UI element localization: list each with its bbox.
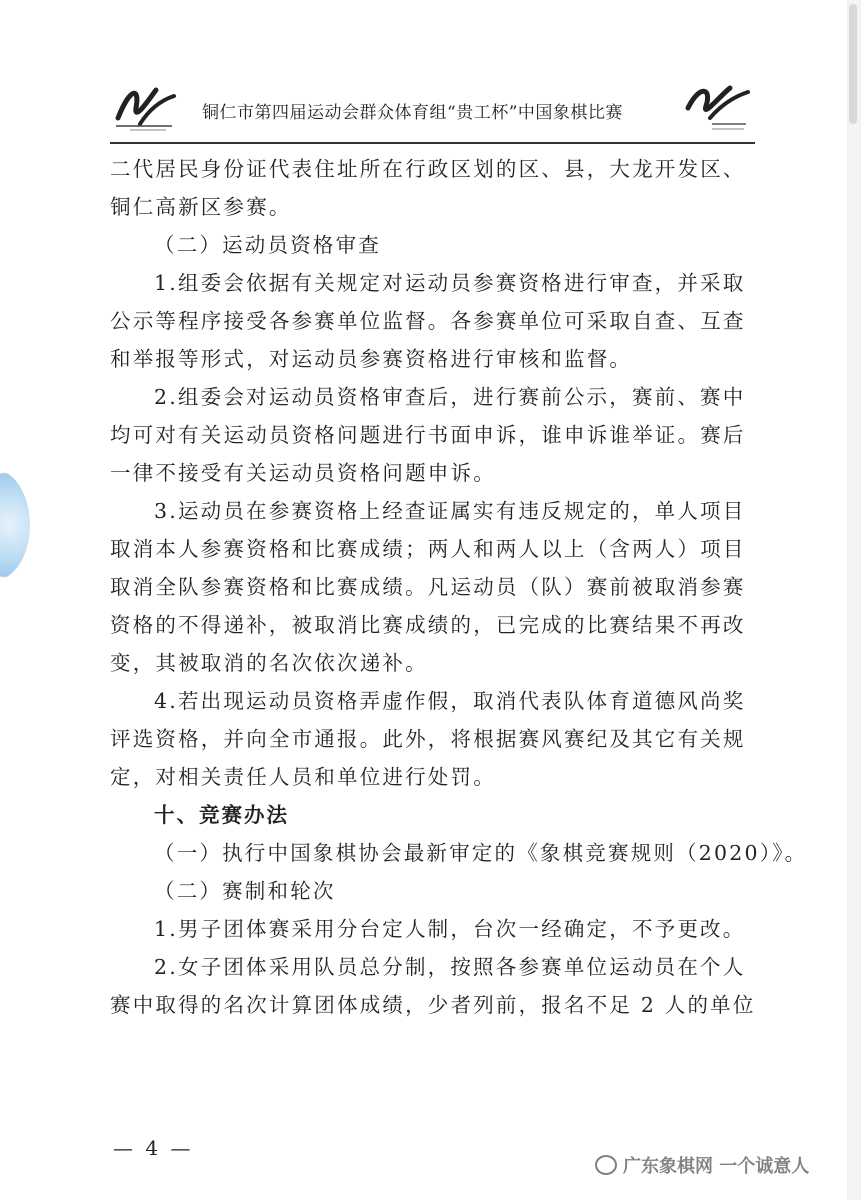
scrollbar-thumb[interactable] — [849, 4, 857, 124]
body-line: 取消本人参赛资格和比赛成绩；两人和两人以上（含两人）项目 — [110, 537, 746, 561]
watermark-text: 广东象棋网 一个诚意人 — [623, 1156, 810, 1177]
body-line: 公示等程序接受各参赛单位监督。各参赛单位可采取自查、互查 — [110, 309, 746, 333]
body-line: 2.组委会对运动员资格审查后，进行赛前公示，赛前、赛中 — [154, 385, 746, 409]
page-number: — 4 — — [113, 1136, 194, 1160]
body-line: （一）执行中国象棋协会最新审定的《象棋竞赛规则（2020）》。 — [154, 841, 808, 865]
document-header — [110, 78, 760, 140]
body-line: 二代居民身份证代表住址所在行政区划的区、县，大龙开发区、 — [110, 157, 746, 181]
body-line: 和举报等形式，对运动员参赛资格进行审核和监督。 — [110, 347, 633, 371]
body-line: （二）运动员资格审查 — [154, 233, 381, 257]
body-line: 4.若出现运动员资格弄虚作假，取消代表队体育道德风尚奖 — [154, 689, 746, 713]
scrollbar-track[interactable] — [847, 0, 861, 1200]
body-line: 评选资格，并向全市通报。此外，将根据赛风赛纪及其它有关规 — [110, 727, 746, 751]
floating-assistant-icon[interactable] — [0, 470, 30, 580]
body-line: 一律不接受有关运动员资格问题申诉。 — [110, 461, 496, 485]
body-line: 资格的不得递补，被取消比赛成绩的，已完成的比赛结果不再改 — [110, 613, 746, 637]
body-line: 均可对有关运动员资格问题进行书面申诉，谁申诉谁举证。赛后 — [110, 423, 746, 447]
watermark — [595, 1150, 809, 1180]
header-title: 铜仁市第四届运动会群众体育组“贵工杯”中国象棋比赛 — [202, 103, 623, 123]
body-line: 变，其被取消的名次依次递补。 — [110, 651, 428, 675]
body-line: 3.运动员在参赛资格上经查证属实有违反规定的，单人项目 — [154, 499, 746, 523]
body-line: 1.组委会依据有关规定对运动员参赛资格进行审查，并采取 — [154, 271, 746, 295]
document-body — [110, 150, 808, 1024]
body-line: 铜仁高新区参赛。 — [110, 195, 292, 219]
body-line: 1.男子团体赛采用分台定人制，台次一经确定，不予更改。 — [154, 917, 746, 941]
header-divider — [110, 142, 755, 144]
body-line: 2.女子团体采用队员总分制，按照各参赛单位运动员在个人 — [154, 955, 746, 979]
games-logo-right-icon — [682, 78, 754, 136]
section-heading: 十、竞赛办法 — [154, 803, 289, 827]
body-line: 取消全队参赛资格和比赛成绩。凡运动员（队）赛前被取消参赛 — [110, 575, 746, 599]
wechat-icon — [595, 1155, 617, 1175]
body-line: （二）赛制和轮次 — [154, 879, 336, 903]
body-line: 赛中取得的名次计算团体成绩，少者列前，报名不足 2 人的单位 — [110, 993, 756, 1017]
body-line: 定，对相关责任人员和单位进行处罚。 — [110, 765, 496, 789]
games-logo-left-icon — [110, 78, 182, 136]
